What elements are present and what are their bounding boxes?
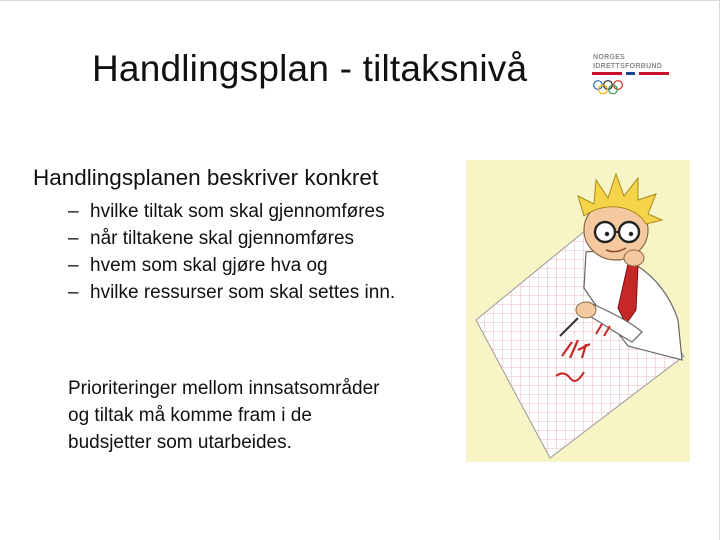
paragraph-line: budsjetter som utarbeides. xyxy=(68,432,292,453)
nif-logo xyxy=(592,52,672,100)
bullet-dash: – xyxy=(68,228,79,249)
paragraph-line: og tiltak må komme fram i de xyxy=(68,405,312,426)
priority-paragraph xyxy=(68,375,448,456)
olympic-rings-icon xyxy=(593,80,627,96)
bullet-list xyxy=(68,201,395,309)
bullet-item xyxy=(68,228,395,255)
slide-title: Handlingsplan - tiltaksnivå xyxy=(92,48,528,89)
paragraph-line: Prioriteringer mellom innsatsområder xyxy=(68,378,380,399)
logo-text-line1: NORGES xyxy=(593,54,626,61)
bullet-item xyxy=(68,255,395,282)
flag-stripe-icon xyxy=(592,72,669,75)
bullet-item xyxy=(68,282,395,309)
bullet-text: hvilke tiltak som skal gjennomføres xyxy=(90,201,385,222)
thinking-man-with-calculations-icon xyxy=(466,160,690,462)
bullet-dash: – xyxy=(68,201,79,222)
bullet-text: hvilke ressurser som skal settes inn. xyxy=(90,282,396,303)
bullet-dash: – xyxy=(68,282,79,303)
intro-text: Handlingsplanen beskriver konkret xyxy=(33,165,379,190)
bullet-dash: – xyxy=(68,255,79,276)
top-border xyxy=(0,0,720,1)
bullet-text: hvem som skal gjøre hva og xyxy=(90,255,328,276)
logo-text-line2: IDRETTSFORBUND xyxy=(593,63,663,70)
bullet-text: når tiltakene skal gjennomføres xyxy=(90,228,355,249)
bullet-item xyxy=(68,201,395,228)
